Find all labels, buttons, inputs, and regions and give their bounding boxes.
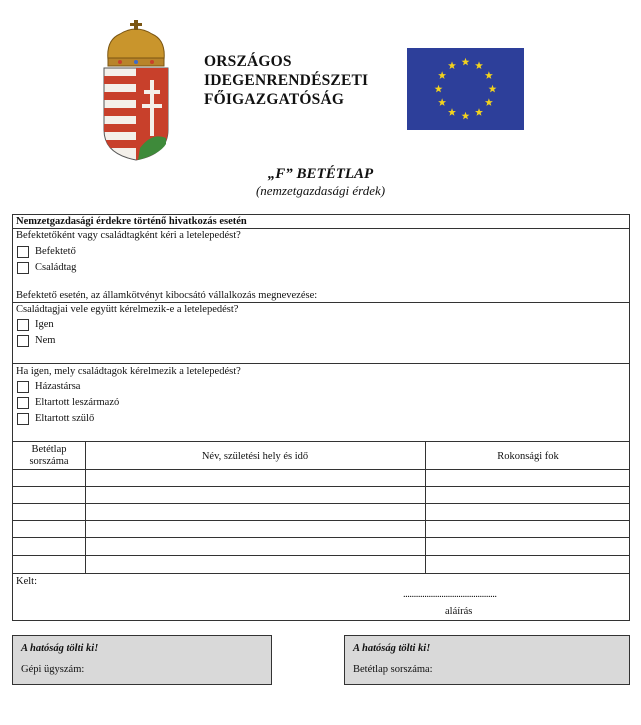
checkbox-eltartott-szulo[interactable] bbox=[17, 413, 29, 425]
org-line: ORSZÁGOS bbox=[204, 53, 292, 70]
table-header-name: Név, születési hely és idő bbox=[201, 451, 309, 462]
organization-name bbox=[204, 52, 368, 109]
checkbox-befekteto[interactable] bbox=[17, 246, 29, 258]
table-row bbox=[13, 503, 629, 504]
option-label: Nem bbox=[35, 335, 56, 346]
checkbox-igen[interactable] bbox=[17, 319, 29, 331]
form-subtitle: (nemzetgazdasági érdek) bbox=[255, 183, 386, 198]
table-bottom-border bbox=[13, 573, 629, 574]
checkbox-nem[interactable] bbox=[17, 335, 29, 347]
eu-flag-icon bbox=[407, 48, 524, 130]
question-which-family: Ha igen, mely családtagok kérelmezik a letelepedést? bbox=[16, 366, 241, 377]
option-label: Igen bbox=[35, 319, 54, 330]
org-line: FŐIGAZGATÓSÁG bbox=[204, 91, 345, 108]
table-header-relation: Rokonsági fok bbox=[497, 451, 559, 462]
investor-company-label: Befektető esetén, az államkötvényt kibocsátó vállalkozás megnevezése: bbox=[16, 290, 318, 301]
hungarian-coat-of-arms-icon bbox=[100, 20, 172, 162]
authority-box-title: A hatóság tölti ki! bbox=[21, 643, 99, 654]
org-line: IDEGENRENDÉSZETI bbox=[204, 72, 369, 89]
option-label: Befektető bbox=[35, 246, 76, 257]
signature-line: ............................................ bbox=[403, 589, 497, 600]
sheet-serial-label: Betétlap sorszáma: bbox=[353, 664, 433, 675]
question-investor-or-family: Befektetőként vagy családtagként kéri a letelepedést? bbox=[16, 230, 241, 241]
authority-box-case-number bbox=[12, 635, 272, 685]
table-row bbox=[13, 520, 629, 521]
table-row bbox=[13, 537, 629, 538]
divider bbox=[13, 302, 629, 303]
table-row bbox=[13, 486, 629, 487]
checkbox-hazastarsa[interactable] bbox=[17, 381, 29, 393]
case-number-label: Gépi ügyszám: bbox=[21, 664, 85, 675]
authority-box-sheet-serial bbox=[344, 635, 630, 685]
question-family-applying: Családtagjai vele együtt kérelmezik-e a letelepedést? bbox=[16, 304, 239, 315]
table-row bbox=[13, 555, 629, 556]
kelt-label: Kelt: bbox=[16, 576, 37, 587]
authority-box-title: A hatóság tölti ki! bbox=[353, 643, 431, 654]
table-header-serial: Betétlap sorszáma bbox=[29, 444, 69, 467]
divider bbox=[13, 228, 629, 229]
checkbox-eltartott-leszarmazo[interactable] bbox=[17, 397, 29, 409]
form-title: „F” BETÉTLAP bbox=[267, 166, 374, 182]
section-title: Nemzetgazdasági érdekre történő hivatkozás esetén bbox=[16, 216, 247, 227]
option-label: Eltartott szülő bbox=[35, 413, 95, 424]
checkbox-csaladtag[interactable] bbox=[17, 262, 29, 274]
option-label: Családtag bbox=[35, 262, 77, 273]
table-row bbox=[13, 469, 629, 470]
divider bbox=[13, 363, 629, 364]
table-top-border bbox=[13, 441, 629, 442]
signature-label: aláírás bbox=[445, 606, 473, 617]
main-form bbox=[12, 214, 630, 621]
option-label: Házastársa bbox=[35, 381, 81, 392]
option-label: Eltartott leszármazó bbox=[35, 397, 120, 408]
